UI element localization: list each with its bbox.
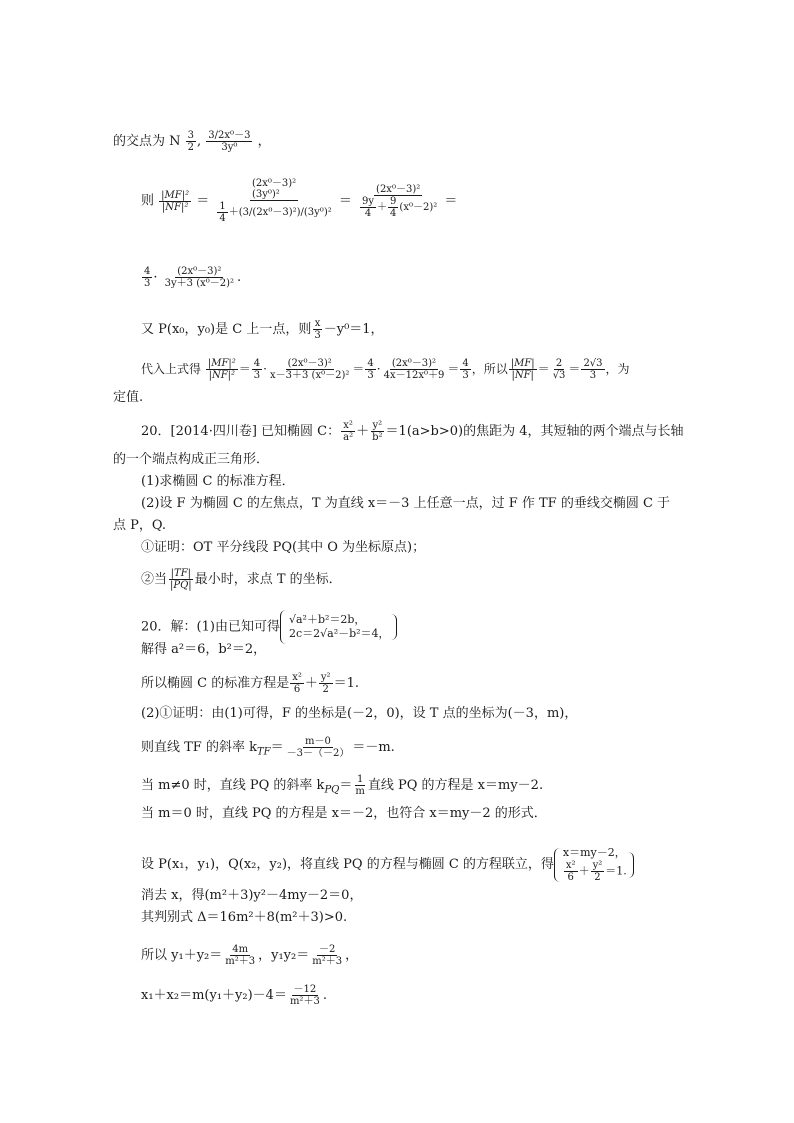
- right-brace: [627, 852, 634, 878]
- n: (2x⁰－3)²: [177, 266, 222, 277]
- c2: [365, 358, 375, 381]
- d: 4x－12x⁰＋9: [383, 370, 445, 381]
- fx: [290, 672, 304, 695]
- n-x-fraction: [186, 130, 196, 153]
- solution-eliminate: [141, 888, 362, 904]
- n: 2√3: [583, 358, 603, 369]
- num: 3/2x⁰－3: [208, 130, 251, 141]
- d: －3－（－2）: [286, 748, 350, 759]
- d: m: [355, 786, 365, 797]
- d: x－3＋3 (x⁰－2)²: [270, 370, 350, 381]
- n: 4: [462, 358, 469, 369]
- text: 的一个端点构成正三角形．: [113, 452, 270, 467]
- post: ，为: [605, 362, 630, 376]
- d: 3: [589, 370, 597, 381]
- d: 6: [293, 684, 301, 695]
- problem-20-c2: [141, 568, 342, 591]
- den: |NF|²: [161, 201, 189, 213]
- den: 3y⁰: [221, 142, 238, 153]
- t: 3: [208, 130, 215, 141]
- text: 当 m＝0 时，直线 PQ 的方程是 x＝－2，也符合 x＝my－2 的形式．: [141, 806, 547, 821]
- text: (1)求椭圆 C 的标准方程．: [141, 474, 295, 489]
- d: |PQ|: [170, 580, 192, 591]
- tail: x⁰－3: [224, 130, 251, 141]
- sub: PQ: [324, 784, 340, 796]
- n: y²: [592, 860, 603, 871]
- text: 定值.: [113, 390, 144, 405]
- n: 1: [219, 201, 226, 212]
- den: 2: [187, 142, 195, 153]
- d: m²＋3: [289, 996, 320, 1007]
- d: 2: [594, 872, 601, 883]
- n: y²: [372, 420, 383, 431]
- d: 3: [367, 370, 374, 381]
- d: 2: [322, 684, 329, 695]
- post: 最小时，求点 T 的坐标．: [194, 572, 342, 587]
- text: 的交点为 N: [113, 134, 181, 149]
- post: ，: [345, 948, 359, 963]
- n: (2x⁰－3)²: [391, 358, 437, 369]
- solution-slope: 则直线 TF 的斜率 $k_{TF}=$ $\frac{m-0}{-3-(-2)}$ ＝－m.: [141, 736, 395, 759]
- d: 6: [567, 872, 574, 883]
- post: .: [322, 988, 327, 1003]
- left-brace: [280, 610, 287, 644]
- sub: TF: [256, 746, 271, 758]
- d: 3: [253, 370, 261, 381]
- n: 4m: [232, 944, 249, 955]
- e1: √a²＋b²＝2b，: [288, 613, 366, 626]
- text: 设 P(x₁，y₁)，Q(x₂，y₂)，将直线 PQ 的方程与椭圆 C 的方程联立，得: [141, 857, 554, 872]
- b1: 3: [242, 207, 250, 218]
- n: 4: [144, 266, 151, 277]
- pre: ②当: [141, 572, 168, 587]
- n: 1: [356, 774, 364, 785]
- text: 当 m≠0 时，直线 PQ 的斜率 k: [141, 778, 325, 793]
- k: [285, 736, 352, 759]
- c1: [252, 358, 262, 381]
- system: [289, 613, 390, 641]
- num: 3: [187, 130, 195, 141]
- d: m²＋3: [312, 956, 343, 967]
- text: 20．解：(1)由已知可得: [141, 619, 280, 635]
- problem-20-part2: [141, 496, 670, 512]
- quarter: [217, 201, 227, 224]
- left-brace: [554, 848, 561, 882]
- n: x: [314, 318, 321, 329]
- d: 4: [219, 213, 226, 224]
- x: [288, 984, 322, 1007]
- d: |NF|²: [208, 370, 236, 381]
- n: －2: [318, 944, 336, 955]
- text: ①证明：OT 平分线段 PQ(其中 O 为坐标原点)；: [141, 540, 426, 555]
- d: 4: [390, 207, 397, 219]
- line-substitute: 代入上式得 $\frac{\text{|MF|²}}{\text{|NF|²}}$ ＝ $\frac{4}{3}$ · $\frac{\text{(2x⁰－3)²}}{\text{x－3＋3 (x⁰－2)²}}$ ＝ $\frac{4}{3}$ · $\frac{\text{(2x⁰－3)²}}{\text{4x－12x⁰＋9}}$ ＝ $\frac{4}{3}$ ，所以 $\frac{|MF|}{|NF|}$ ＝ $\frac{2}{√3}$ ＝ $\frac{2√3}{3}$ ，为: [141, 358, 630, 381]
- coef: [142, 266, 152, 289]
- fx: [564, 860, 578, 883]
- f1: [360, 196, 376, 219]
- mid: ，y₁y₂＝: [258, 948, 310, 963]
- n: y²: [320, 672, 331, 683]
- f2: [382, 358, 447, 381]
- num: [250, 178, 298, 201]
- num: |MF|²: [161, 189, 190, 201]
- line-constant: [113, 390, 143, 406]
- r2: [509, 358, 537, 381]
- tail: －y⁰＝1，: [323, 322, 384, 337]
- d: √3: [552, 370, 566, 381]
- fx: [341, 420, 355, 443]
- solution-discriminant: [141, 910, 347, 926]
- problem-20-part2-b: [113, 518, 166, 534]
- den: $\frac{1}{4}$ ＋(3/(2x⁰－3)²)/(3y⁰)²: [219, 201, 332, 224]
- n: 2: [555, 358, 563, 369]
- fy: [370, 420, 384, 443]
- n: 9: [390, 195, 397, 207]
- solution-combine: [141, 846, 634, 883]
- d: b²: [372, 432, 383, 443]
- solution-vieta-y: [141, 944, 358, 967]
- sum: [223, 944, 257, 967]
- d: a²: [343, 432, 354, 443]
- problem-20-stem: 20．[2014·四川卷] 已知椭圆 C： $\frac{\text{x²}}{\text{a²}}$ ＋ $\frac{\text{y²}}{\text{b²}}$ ＝1(a>b>0)的焦距为 4，其短轴的两个端点与长轴: [141, 420, 684, 443]
- big-fraction-a: [214, 178, 333, 224]
- d: 3y＋3 (x⁰－2)²: [164, 278, 235, 289]
- d: |NF|: [511, 370, 534, 381]
- num: (2x⁰－3)²: [376, 183, 421, 195]
- n: x²: [565, 860, 576, 871]
- v1: [551, 358, 568, 381]
- n: |MF|²: [207, 358, 236, 369]
- text: 代入上式得: [141, 362, 202, 376]
- fy: [591, 860, 605, 883]
- text: 解得 a²＝6，b²＝2，: [141, 642, 267, 657]
- text: (2)①证明：由(1)可得，F 的坐标是(－2，0)，设 T 点的坐标为(－3，m)，: [141, 706, 578, 721]
- problem-20-stem-2: [113, 452, 269, 468]
- comma: ，: [257, 134, 271, 149]
- solution-std: 所以椭圆 C 的标准方程是 $\frac{\text{x²}}{6}$ ＋ $\frac{\text{y²}}{2}$ ＝1.: [141, 672, 359, 695]
- post: ＝－m.: [352, 740, 395, 755]
- text: 所以椭圆 C 的标准方程是: [141, 676, 290, 691]
- problem-20-c1: [141, 540, 425, 556]
- den: $\frac{9y}{4}$ ＋ $\frac{9}{4}$ (x⁰－2)²: [362, 195, 438, 219]
- mid: ，所以: [471, 362, 508, 376]
- n: |TF|: [170, 568, 192, 579]
- text: (2)设 F 为椭圆 C 的左焦点，T 为直线 x＝－3 上任意一点，过 F 作 TF 的垂线交椭圆 C 于: [141, 496, 671, 511]
- line-result: $\frac{4}{3}$ · $\frac{\text{(2x⁰－3)²}}{\text{3y＋3 (x⁰－2)²}}$ .: [144, 266, 242, 289]
- text: 消去 x，得(m²＋3)y²－4my－2＝0，: [141, 888, 363, 903]
- r: [206, 358, 238, 381]
- n: |MF|: [510, 358, 535, 369]
- c: (x⁰－2)²: [399, 201, 438, 213]
- m: (3y⁰)²: [251, 189, 280, 200]
- text: 20．[2014·四川卷] 已知椭圆 C：: [141, 424, 341, 439]
- post: ＝1.: [605, 864, 627, 878]
- n: 9y: [362, 195, 375, 207]
- f1: [268, 358, 351, 381]
- text: 则直线 TF 的斜率 k: [141, 740, 257, 755]
- post: 直线 PQ 的方程是 x＝my－2.: [367, 778, 544, 793]
- problem-20-part1: [141, 474, 295, 490]
- n: x²: [292, 672, 302, 683]
- line-ratio-eq: 则 $\frac{\text{|MF|²}}{\text{|NF|²}}$ ＝ (2x⁰－3)² (3y⁰)² $\frac{1}{4}$ ＋(3/(2x⁰－3)²)/(3y⁰)² ＝ (2x⁰－3)² $\frac{9y}{4}$ ＋ $\frac{9}{4}$ (x⁰－2)² ＝: [141, 178, 458, 224]
- e1: x＝my－2，: [562, 846, 626, 859]
- d: m²＋3: [225, 956, 256, 967]
- text: 其判别式 Δ＝16m²＋8(m²＋3)>0.: [141, 910, 348, 925]
- text: 则: [141, 193, 155, 209]
- text: x₁＋x₂＝m(y₁＋y₂)－4＝: [141, 988, 287, 1003]
- d: 3: [314, 330, 321, 341]
- n: (2x⁰－3)²: [287, 358, 332, 369]
- line-point-on-c: [141, 318, 384, 341]
- n: x²: [343, 420, 353, 431]
- solution-solve: [141, 642, 266, 658]
- eq: ＝: [196, 193, 210, 209]
- solution-m-nonzero: 当 m≠0 时，直线 PQ 的斜率 $k_{PQ}=$ $\frac{1}{m}$ 直线 PQ 的方程是 x＝my－2.: [141, 774, 544, 797]
- fy: [319, 672, 333, 695]
- ratio-fraction: [159, 190, 191, 213]
- prod: [310, 944, 344, 967]
- b3: (3y⁰)²: [303, 207, 332, 218]
- tf-pq: [168, 568, 194, 591]
- n: 4: [367, 358, 374, 369]
- big-fraction-b: [357, 184, 439, 219]
- k: [353, 774, 366, 797]
- system: x＝my－2， $\frac{\text{x²}}{6}$ ＋ $\frac{\text{y²}}{2}$ ＝1.: [562, 846, 627, 883]
- frac: [312, 318, 322, 341]
- e2: 2c＝2√a²－b²＝4，: [288, 627, 390, 640]
- solution-m-zero: [141, 806, 547, 822]
- d: 4: [364, 207, 372, 219]
- n: (2x⁰－3)²: [251, 178, 297, 189]
- d: 3: [144, 278, 151, 289]
- c3: [460, 358, 470, 381]
- n: m－0: [305, 736, 331, 747]
- n-y-fraction: [206, 130, 252, 153]
- right-brace: [390, 614, 397, 640]
- solution-2: [141, 706, 577, 722]
- post: ＝1(a>b>0)的焦距为 4，其短轴的两个端点与长轴: [385, 424, 684, 439]
- v2: [581, 358, 604, 381]
- m: 2: [218, 130, 225, 141]
- n: 4: [253, 358, 261, 369]
- dot: .: [237, 270, 242, 285]
- text: 又 P(x₀，y₀)是 C 上一点，则: [141, 322, 312, 337]
- d: 3: [462, 370, 469, 381]
- text: 点 P，Q.: [113, 518, 167, 533]
- f2: [388, 196, 398, 219]
- b2: (2x⁰－3)²: [252, 207, 297, 218]
- solution-vieta-x: [141, 984, 327, 1007]
- solution-1: [141, 610, 397, 644]
- text: 所以 y₁＋y₂＝: [141, 948, 223, 963]
- n: －12: [293, 984, 317, 995]
- main-frac: [163, 266, 236, 289]
- post: ＝1.: [333, 676, 359, 691]
- line-intersection-n: 的交点为 N $\frac{3}{2}$ , $\frac{\text{3/2x⁰－3}}{\text{3y⁰}}$ ，: [113, 130, 271, 153]
